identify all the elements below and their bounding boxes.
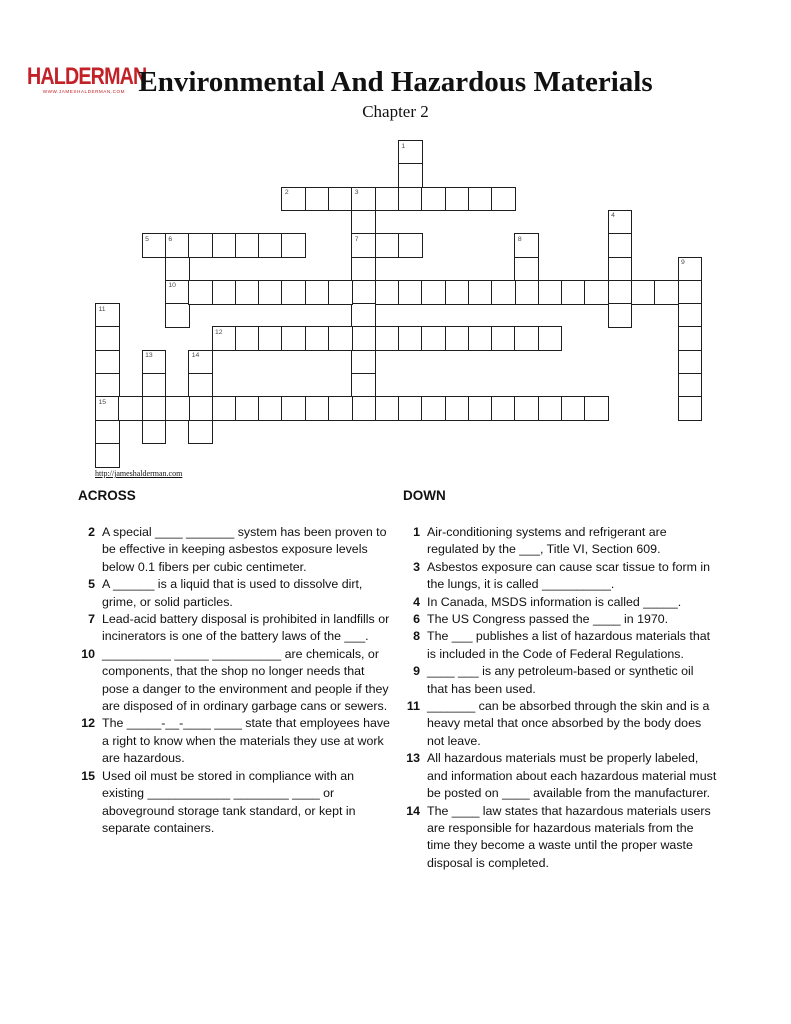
grid-cell <box>142 373 167 398</box>
grid-cell <box>678 350 703 375</box>
grid-cell <box>142 350 167 375</box>
grid-cell <box>468 326 493 351</box>
grid-cell <box>398 187 423 212</box>
grid-cell <box>538 280 563 305</box>
grid-cell <box>375 280 400 305</box>
grid-cell <box>165 396 190 421</box>
grid-cell <box>305 396 330 421</box>
cell-number: 12 <box>215 328 223 336</box>
clue-text: Lead-acid battery disposal is prohibited in landfills or incinerators is one of the battery laws of the ___. <box>102 612 390 644</box>
down-clue-list <box>399 524 717 872</box>
grid-cell <box>491 187 516 212</box>
cell-number: 3 <box>354 189 359 197</box>
grid-cell <box>678 303 703 328</box>
grid-cell <box>188 233 213 258</box>
grid-cell <box>142 396 167 421</box>
grid-cell <box>258 280 283 305</box>
clue-item <box>399 524 717 559</box>
clue-text: A ______ is a liquid that is used to dissolve dirt, grime, or solid particles. <box>102 577 363 609</box>
clue-item <box>399 628 717 663</box>
cell-number: 14 <box>191 352 200 360</box>
grid-cell <box>445 280 470 305</box>
clue-number: 13 <box>406 751 420 766</box>
grid-cell <box>375 233 400 258</box>
clue-text: A special ____ _______ system has been proven to be effective in keeping asbestos exposure levels below 0.1 fibers per cubic centimeter. <box>102 525 387 574</box>
clue-number: 9 <box>413 664 420 679</box>
clue-item <box>74 576 390 611</box>
down-heading: DOWN <box>403 488 446 503</box>
grid-cell <box>678 280 703 305</box>
cell-number: 9 <box>681 259 685 266</box>
grid-cell <box>235 280 260 305</box>
grid-cell <box>281 233 306 258</box>
grid-cell <box>584 280 609 305</box>
grid-cell <box>445 326 470 351</box>
grid-cell <box>95 326 120 351</box>
grid-cell <box>305 326 330 351</box>
grid-cell <box>328 187 353 212</box>
clue-number: 15 <box>81 768 95 783</box>
grid-cell <box>281 396 306 421</box>
cell-number: 10 <box>168 282 176 290</box>
grid-cell <box>351 373 376 398</box>
clue-text: Used oil must be stored in compliance with an existing ____________ ________ ____ or aboveground storage tank standard, or kept in separate containers. <box>102 768 356 835</box>
grid-cell <box>212 326 237 351</box>
source-link[interactable]: http://jameshalderman.com <box>95 469 183 478</box>
cell-number: 8 <box>517 235 522 243</box>
cell-number: 7 <box>354 235 359 243</box>
cell-number: 4 <box>611 212 615 220</box>
clue-text: _______ can be absorbed through the skin and is a heavy metal that once absorbed by the body does not leave. <box>427 699 710 748</box>
clue-text: __________ _____ __________ are chemicals, or components, that the shop no longer needs that pose a danger to the environment and people if they are disposed of in ordinary garbage cans or sewers. <box>102 646 389 714</box>
cell-number: 15 <box>98 398 107 406</box>
grid-cell <box>212 233 237 258</box>
grid-cell <box>235 326 260 351</box>
grid-cell <box>165 280 190 305</box>
grid-cell <box>654 280 679 305</box>
grid-cell <box>678 373 703 398</box>
grid-cell <box>188 420 213 445</box>
grid-cell <box>258 396 283 421</box>
clue-item <box>399 594 717 611</box>
clue-text: The ____ law states that hazardous materials users are responsible for hazardous materials from the time they become a waste until the proper waste disposal is completed. <box>427 803 711 870</box>
grid-cell <box>514 280 539 305</box>
grid-cell <box>421 280 446 305</box>
clue-number: 5 <box>88 577 95 592</box>
grid-cell <box>421 187 446 212</box>
grid-cell <box>421 326 446 351</box>
grid-cell <box>398 233 423 258</box>
grid-cell <box>398 163 423 188</box>
grid-cell <box>305 187 330 212</box>
clue-text: Air-conditioning systems and refrigerant are regulated by the ___, Title VI, Section 609. <box>427 525 667 557</box>
grid-cell <box>398 396 423 421</box>
grid-cell <box>608 280 633 305</box>
chapter-subtitle: Chapter 2 <box>362 102 429 121</box>
grid-cell <box>281 187 306 212</box>
grid-cell <box>351 350 376 375</box>
clue-text: All hazardous materials must be properly labeled, and information about each hazardous material must be posted on ____ available from the manufacturer. <box>427 751 717 801</box>
grid-cell <box>608 210 633 235</box>
grid-cell <box>235 396 260 421</box>
grid-cell <box>398 140 423 165</box>
grid-cell <box>514 257 539 282</box>
clue-text: In Canada, MSDS information is called _____. <box>427 594 682 609</box>
grid-cell <box>235 233 260 258</box>
grid-cell <box>281 326 306 351</box>
grid-cell <box>468 396 493 421</box>
grid-cell <box>468 187 493 212</box>
halderman-logo-text: HALDERMAN <box>27 63 147 90</box>
cell-number: 1 <box>401 142 406 150</box>
grid-cell <box>165 303 190 328</box>
grid-cell <box>491 326 516 351</box>
clue-item <box>399 803 717 873</box>
clue-text: The ___ publishes a list of hazardous materials that is included in the Code of Federal Regulations. <box>427 629 711 661</box>
clue-item <box>74 611 390 646</box>
grid-cell <box>142 420 167 445</box>
grid-cell <box>445 396 470 421</box>
cell-number: 13 <box>145 352 153 360</box>
grid-cell <box>328 280 353 305</box>
grid-cell <box>351 280 376 305</box>
grid-cell <box>165 233 190 258</box>
grid-cell <box>351 210 376 235</box>
grid-cell <box>258 233 283 258</box>
grid-cell <box>188 350 213 375</box>
grid-cell <box>561 280 586 305</box>
grid-cell <box>491 396 516 421</box>
grid-cell <box>538 326 563 351</box>
grid-cell <box>375 187 400 212</box>
grid-cell <box>491 280 516 305</box>
grid-cell <box>584 396 609 421</box>
grid-cell <box>188 373 213 398</box>
grid-cell <box>678 396 703 421</box>
clue-item <box>399 611 717 628</box>
page-title: Environmental And Hazardous Materials <box>138 66 653 98</box>
cell-number: 2 <box>284 189 289 197</box>
grid-cell <box>351 257 376 282</box>
grid-cell <box>398 280 423 305</box>
clue-number: 7 <box>88 612 95 627</box>
grid-cell <box>514 326 539 351</box>
grid-cell <box>514 233 539 258</box>
grid-cell <box>445 187 470 212</box>
grid-cell <box>328 326 353 351</box>
grid-cell <box>375 326 400 351</box>
grid-cell <box>678 257 703 282</box>
grid-cell <box>678 326 703 351</box>
clue-item <box>399 698 717 750</box>
clue-text: Asbestos exposure can cause scar tissue to form in the lungs, it is called __________. <box>427 559 711 592</box>
grid-cell <box>281 280 306 305</box>
across-heading: ACROSS <box>78 488 136 503</box>
clue-number: 3 <box>413 559 420 574</box>
clue-number: 8 <box>413 629 420 644</box>
clue-text: The _____-__-____ ____ state that employees have a right to know when the materials they use at work are hazardous. <box>102 716 390 766</box>
halderman-logo-url: WWW.JAMESHALDERMAN.COM <box>42 89 125 94</box>
clue-item <box>74 768 390 838</box>
grid-cell <box>468 280 493 305</box>
grid-cell <box>212 396 237 421</box>
clue-item <box>74 524 390 576</box>
grid-cell <box>165 257 190 282</box>
grid-cell <box>258 326 283 351</box>
grid-cell <box>305 280 330 305</box>
grid-cell <box>375 396 400 421</box>
grid-cell <box>398 326 423 351</box>
clue-item <box>74 715 390 767</box>
crossword-grid <box>95 140 725 480</box>
grid-cell <box>421 396 446 421</box>
across-clue-list <box>74 524 390 837</box>
grid-cell <box>142 233 167 258</box>
grid-cell <box>328 396 353 421</box>
grid-cell <box>631 280 656 305</box>
clue-item <box>399 559 717 594</box>
clue-item <box>399 663 717 698</box>
grid-cell <box>351 326 376 351</box>
grid-cell <box>351 233 376 258</box>
grid-cell <box>514 396 539 421</box>
grid-cell <box>188 280 213 305</box>
grid-cell <box>351 396 376 421</box>
clue-text: ____ ___ is any petroleum-based or synthetic oil that has been used. <box>427 664 694 696</box>
clue-number: 1 <box>413 525 420 539</box>
clue-item <box>74 646 390 716</box>
grid-cell <box>95 396 120 421</box>
grid-cell <box>351 187 376 212</box>
clue-number: 2 <box>88 525 95 539</box>
grid-cell <box>608 303 633 328</box>
clue-number: 6 <box>413 612 420 627</box>
grid-cell <box>212 280 237 305</box>
grid-cell <box>118 396 143 421</box>
cell-number: 6 <box>168 235 173 243</box>
grid-cell <box>95 373 120 398</box>
clue-number: 11 <box>406 699 420 714</box>
cell-number: 11 <box>98 305 106 313</box>
grid-cell <box>608 257 633 282</box>
grid-cell <box>95 350 120 375</box>
grid-cell <box>95 443 120 468</box>
grid-cell <box>538 396 563 421</box>
grid-cell <box>561 396 586 421</box>
grid-cell <box>188 396 213 421</box>
grid-cell <box>608 233 633 258</box>
grid-cell <box>351 303 376 328</box>
clue-number: 12 <box>81 716 95 731</box>
clue-item <box>399 750 717 802</box>
clue-number: 14 <box>406 803 420 818</box>
clue-text: The US Congress passed the ____ in 1970. <box>427 612 669 627</box>
grid-cell <box>95 303 120 328</box>
clue-number: 4 <box>413 594 420 609</box>
grid-cell <box>95 420 120 445</box>
cell-number: 5 <box>145 235 149 243</box>
clue-number: 10 <box>81 646 95 661</box>
